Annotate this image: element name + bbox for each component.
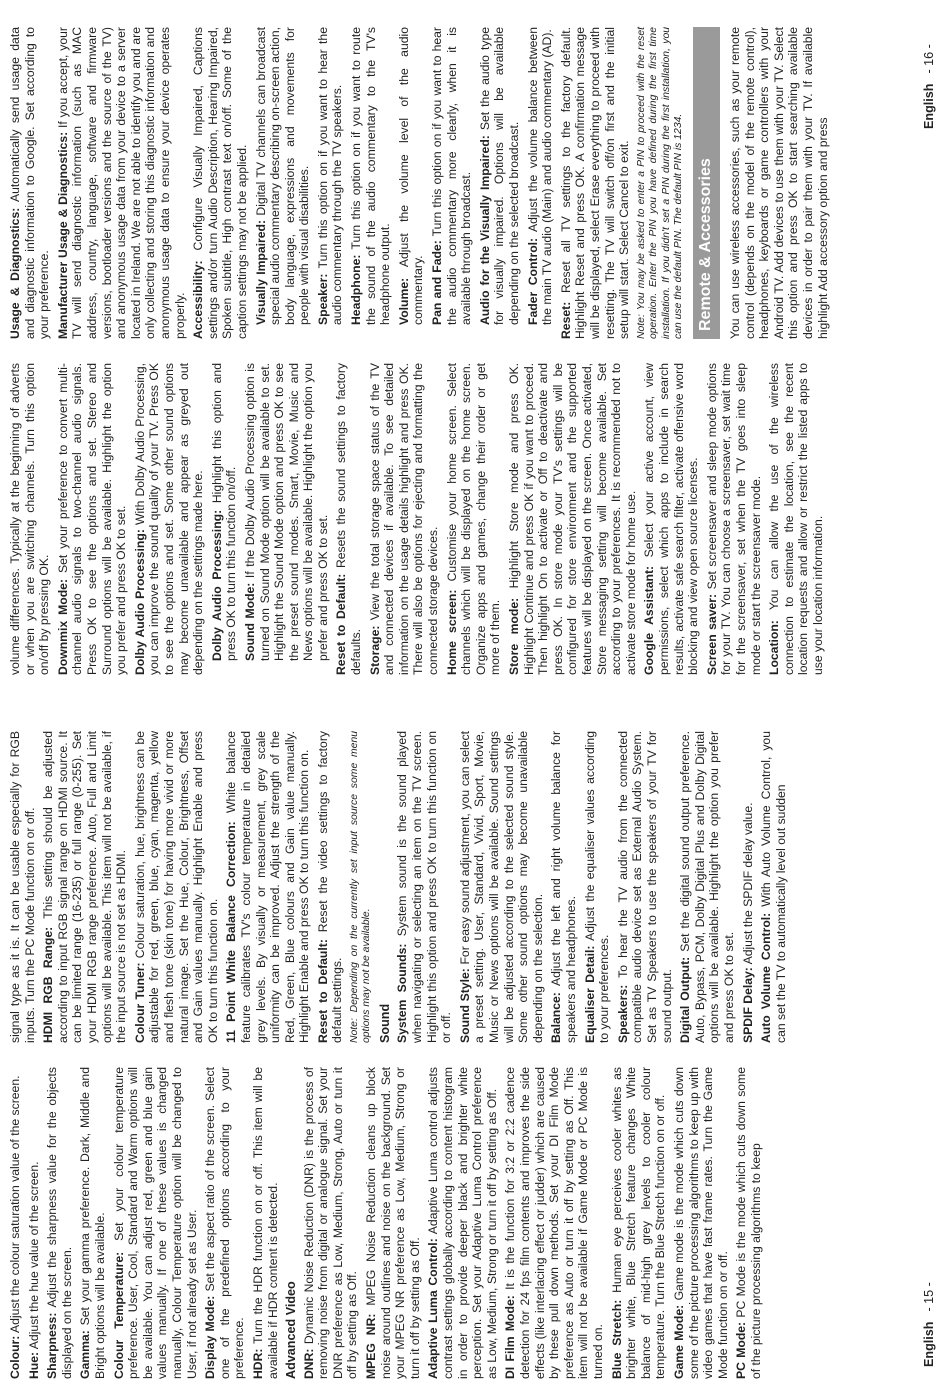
- setting-description: Human eye perceives cooler whites as brighter white, Blue Stretch feature changes White balance of mid-high grey levels to cooler colour temperature. Turn the Blue Stretch function on or off.: [609, 1067, 668, 1379]
- setting-paragraph: [368, 363, 441, 675]
- setting-term: Adaptive Luma Control:: [426, 1238, 441, 1379]
- setting-term: Colour:: [8, 1335, 22, 1379]
- page-15-column-2: [8, 731, 792, 1043]
- note-paragraph: Note: You may be asked to enter a PIN to proceed with the reset operation. Enter the PIN you have defined during the first time installation. If you didn't set a PIN during the first installation, you can use the default PIN. The default PIN is 1234.: [635, 27, 684, 339]
- setting-paragraph: [734, 1067, 763, 1379]
- setting-paragraph: [642, 363, 700, 675]
- setting-term: Fader Control:: [525, 237, 540, 325]
- section-heading: Sound: [377, 1003, 392, 1043]
- setting-description: If you accept, your TV will send diagnostic information (such as MAC address, country, language, software and firmware versions, bootloader versions and the source of the TV) and anonymous usage data from your device to a server located in Ireland. We are not able to identify you and are only collecting and storing this diagnostic information and anonymous usage data to ensure your device operates properly.: [55, 27, 187, 339]
- setting-term: Display Mode:: [203, 1295, 218, 1379]
- page-16-footer: [922, 44, 936, 129]
- setting-term: Sound Mode:: [242, 582, 257, 661]
- setting-paragraph: [112, 1067, 200, 1379]
- setting-paragraph: [549, 731, 578, 1043]
- setting-description: Adjust the equaliser values according to your preferences.: [582, 731, 612, 1043]
- setting-term: Downmix Mode:: [55, 578, 70, 675]
- setting-paragraph: [133, 731, 221, 1043]
- setting-description: You can use wireless accessories, such as your remote control (depends on the model of the remote control), headphones, keyboards or game controllers with your Android TV. Add devices to use them with your TV. Select this option and press OK to start searching available devices in order to pair them with your TV. If available highlight Add accessory option and press: [727, 27, 830, 339]
- setting-paragraph: [349, 27, 393, 339]
- page-16: [0, 0, 950, 689]
- setting-description: Adjust the hue value of the screen.: [26, 1161, 41, 1352]
- setting-description: If the Dolby Audio Processing option is turned on Sound Mode option will be available to set. Highlight the Sound Mode option and press OK to see the preset sound modes. Smart, Movie, Music and News options will be available. Highlight the option you prefer and press OK to set.: [242, 362, 330, 661]
- setting-term: Manufacturer Usage & Diagnostics:: [55, 131, 70, 339]
- setting-paragraph: [316, 731, 345, 1043]
- setting-description: Set your preference to convert multi-channel audio signals to two-channel audio signals. Press OK to see the options and set. Stereo and Surround options will be available. Highlight the option you prefer and press OK to set.: [55, 363, 129, 675]
- setting-description: White balance feature calibrates TV's colour temperature in detailed grey levels. By visually or measurement, grey scale uniformity can be improved. Adjust the strength of the Red, Green, Blue colours and Gain value manually. Highlight Enable and press OK to turn this function on.: [224, 731, 312, 1043]
- setting-paragraph: [203, 1067, 247, 1379]
- setting-term: Usage & Diagnostics:: [8, 207, 22, 339]
- page-16-column-1: [8, 363, 829, 675]
- setting-term: HDMI RGB Range:: [41, 926, 56, 1043]
- setting-paragraph: [430, 27, 474, 339]
- setting-description: Select your active account, view permissions, select which apps to include in search results, activate safe search filter, activate offensive word blocking and view open source licenses.: [642, 363, 701, 675]
- setting-paragraph: [526, 27, 555, 339]
- setting-paragraph: [678, 731, 736, 1043]
- setting-term: Speaker:: [315, 273, 330, 325]
- setting-term: Dolby Audio Processing:: [209, 509, 224, 661]
- section-banner: Remote & Accessories: [693, 27, 720, 339]
- setting-term: Digital Output:: [678, 956, 693, 1043]
- setting-description: Colour saturation, hue, brightness can be adjustable for red, green, blue, cyan, magenta, yellow and flesh tone (skin tone) for having more vivid or more natural image. Set the Hue, Colour, Brightness, Offset and Gain values manually. Highlight Enable and press OK to turn this function on.: [132, 731, 220, 1043]
- setting-description: Set the audio type for visually impaired. Options will be available depending on the selected broadcast.: [477, 27, 521, 325]
- setting-description: Highlight this option and press OK to turn this function on/off.: [209, 363, 239, 661]
- setting-term: Colour Tuner:: [132, 962, 147, 1043]
- setting-paragraph: [210, 363, 239, 675]
- setting-paragraph: [728, 27, 830, 339]
- setting-term: DNR:: [301, 1348, 316, 1379]
- setting-paragraph: [672, 1067, 730, 1379]
- setting-paragraph: [224, 731, 312, 1043]
- setting-term: Accessibility:: [191, 260, 206, 339]
- setting-paragraph: [251, 1067, 280, 1379]
- setting-description: Game mode is the mode which cuts down some of the picture processing algorithms to keep up with video games that have fast frame rates. Turn the Game Mode function on or off.: [671, 1066, 730, 1379]
- setting-paragraph: [364, 1067, 422, 1379]
- setting-term: Reset:: [558, 301, 573, 339]
- setting-paragraph: [8, 27, 52, 339]
- setting-term: Colour Temperature:: [111, 1251, 126, 1379]
- setting-description: With Dolby Audio Processing, you can improve the sound quality of your TV. Press OK to see the options and set. Some other sound options may become unavailable and appear as greyed out depending on the settings made here.: [132, 363, 206, 675]
- setting-description: Reset the video settings to factory default settings.: [315, 731, 345, 1043]
- page-number: - 16 -: [922, 44, 936, 74]
- setting-description: Reset all TV settings to the factory default. Highlight Reset and press OK. A confirmation message will be displayed, select Erase everything to proceed with resetting. The TV will switch off/on first and the initial setup will start. Select Cancel to exit.: [558, 27, 632, 339]
- setting-paragraph: [27, 1067, 42, 1379]
- setting-description: Automatically send usage data and diagnostic information to Google. Set according to your preference.: [8, 27, 52, 339]
- setting-paragraph: [507, 363, 638, 675]
- setting-paragraph: [133, 363, 206, 675]
- setting-description: Resets the sound settings to factory defaults.: [334, 363, 364, 675]
- setting-paragraph: [56, 27, 187, 339]
- setting-description: Customise your home screen. Select channels which will be displayed on the home screen. Organize apps and games, change their order or get more of them.: [444, 363, 503, 675]
- setting-description: With Auto Volume Control, you can set the TV to automatically level out sudden: [759, 731, 788, 1043]
- setting-description: It is the function for 3:2 or 2:2 cadence detection for 24 fps film contents and improves the side effects (like interlacing effect or judder) which are caused by these pull down methods. Set your DI Film Mode preference as Auto or turn it off by setting as Off. This item will not be available if Game Mode or PC Mode is turned on.: [503, 1067, 605, 1379]
- page-number: - 15 -: [922, 1282, 936, 1312]
- setting-term: Game Mode:: [671, 1304, 686, 1379]
- setting-term: SPDIF Delay:: [740, 967, 755, 1043]
- setting-description: MPEG Noise Reduction cleans up block noise around outlines and noise on the background. Set your MPEG NR preference as Low, Medium, Strong or turn it off by setting as Off.: [364, 1066, 422, 1379]
- setting-paragraph: [583, 731, 612, 1043]
- setting-paragraph: [426, 1067, 499, 1379]
- setting-description: Set screensaver and sleep mode options for your TV. You can choose a screensaver, set wait time for the screensaver, set when the TV goes into sleep mode or start the screensaver mode.: [704, 362, 763, 675]
- setting-description: Adjust the volume level of the audio commentary.: [396, 27, 426, 325]
- setting-term: Gamma:: [78, 1330, 93, 1379]
- setting-term: Reset to Default:: [334, 573, 349, 675]
- setting-paragraph: [478, 27, 522, 339]
- page-15-footer: [922, 1282, 936, 1367]
- setting-description: Set the digital sound output preference. Auto, Bypass, PCM, Dolby Digital Plus and Dolby Digital options will be available. Highlight the option you prefer and press OK to set.: [678, 730, 736, 1043]
- page-16-column-2: [8, 27, 834, 339]
- setting-term: Dolby Audio Processing:: [132, 529, 147, 675]
- setting-paragraph: [759, 731, 788, 1043]
- setting-paragraph: [254, 27, 312, 339]
- setting-term: 11 Point White Balance Correction:: [224, 821, 239, 1043]
- setting-paragraph: [316, 27, 345, 339]
- setting-description: Adjust the sharpness value for the objects displayed on the screen.: [45, 1067, 74, 1379]
- setting-description: Turn this option on if you want to hear the audio commentary through the TV speakers.: [315, 27, 345, 325]
- setting-paragraph: [397, 27, 426, 339]
- setting-description: Set your colour temperature preference. User, Cool, Standard and Warm options will be available. You can adjust red, green and blue gain values manually. If one of these values is changed manually, Colour Temperature option will be changed to User, if not already set as User.: [111, 1067, 199, 1379]
- setting-paragraph: [610, 1067, 668, 1379]
- setting-description: Turn this option on if you want to route the sound of the audio commentary to the TV's headphone output.: [349, 27, 393, 325]
- setting-term: Sharpness:: [45, 1312, 60, 1379]
- setting-term: Equaliser Detail:: [582, 945, 597, 1043]
- setting-description: PC Mode is the mode which cuts down some of the picture processing algorithms to keep: [734, 1067, 763, 1379]
- setting-term: Headphone:: [349, 254, 364, 325]
- setting-term: Reset to Default:: [315, 939, 330, 1043]
- setting-paragraph: [503, 1067, 605, 1379]
- setting-description: To hear the TV audio from the connected compatible audio device set as External Audio System. Set as TV Speakers to use the speakers of your TV for sound output.: [615, 731, 674, 1043]
- setting-description: Set your gamma preference. Dark, Middle and Bright options will be available.: [78, 1067, 107, 1379]
- setting-description: This setting should be adjusted according to input RGB signal range on HDMI source. It can be limited range (16-235) or full range (0-255). Set your HDMI RGB range preference. Auto, Full and Limit options will be available. This item will not be available, if the input source is not set as HDMI.: [41, 731, 129, 1043]
- setting-description: Digital TV channels can broadcast special audio commentary describing on-screen action, body language, expressions and movements for people with visual disabilities.: [253, 26, 312, 325]
- setting-term: Balance:: [549, 992, 564, 1043]
- setting-term: Volume:: [396, 277, 411, 325]
- setting-term: Store mode:: [507, 597, 521, 675]
- setting-term: Sound Style:: [457, 968, 472, 1043]
- footer-language: English: [922, 1321, 936, 1367]
- setting-paragraph: [705, 363, 763, 675]
- setting-description: Adaptive Luma control adjusts contrast settings globally according to content histogram in order to provide deeper black and brighter white perception. Set your Adaptive Luma Control preference as Low, Medium, Strong or turn it off by setting as Off.: [426, 1067, 499, 1379]
- section-heading: Advanced Video: [284, 1281, 299, 1379]
- setting-term: Visually Impaired:: [253, 219, 268, 325]
- setting-term: Screen saver:: [704, 593, 719, 675]
- setting-paragraph: [395, 731, 453, 1043]
- setting-term: Storage:: [367, 625, 382, 675]
- setting-description: Adjust the colour saturation value of the screen.: [8, 1075, 22, 1336]
- setting-paragraph: [243, 363, 331, 675]
- note-paragraph: Note: Depending on the currently set input source some menu options may not be available.: [349, 731, 373, 1043]
- setting-paragraph: [458, 731, 546, 1043]
- setting-paragraph: [41, 731, 129, 1043]
- setting-paragraph: [56, 363, 129, 675]
- setting-paragraph: [559, 27, 632, 339]
- setting-term: Hue:: [26, 1351, 41, 1379]
- setting-term: Audio for the Visually Impaired:: [477, 135, 492, 325]
- setting-term: Home screen:: [444, 589, 459, 675]
- setting-description: View the total storage space status of the TV and connected devices if available. To see detailed information on the usage details highlight and press OK. There will also be options for ejecting and formatting the connected storage devices.: [367, 363, 441, 675]
- setting-term: DI Film Mode:: [503, 1295, 518, 1379]
- setting-term: Auto Volume Control:: [759, 912, 774, 1043]
- setting-description: Configure Visually Impaired, Captions settings and/or turn Audio Description, Hearing Impaired, Spoken subtitle, High contrast text on/off. Some of the caption settings may not be applied.: [191, 27, 249, 339]
- setting-term: HDR:: [250, 1348, 265, 1379]
- setting-description: Turn the HDR function on or off. This item will be available if HDR content is detected.: [250, 1067, 280, 1379]
- setting-description: Highlight Store mode and press OK. Highlight Continue and press OK if you want to proceed. Then highlight On to activate or Off to deactivate and press OK. In store mode your TV's settings will be configured for store environment and the supported features will be displayed on the screen. Once activated, Store messaging setting will become available. Set according to your preferences. It is recommended not to activate store mode for home use.: [507, 363, 638, 675]
- setting-paragraph: [191, 27, 249, 339]
- setting-term: Speakers:: [615, 984, 630, 1043]
- setting-description: signal type as it is. It can be usable especially for RGB inputs. Turn the PC Mode function on or off.: [8, 731, 37, 1043]
- setting-description: volume differences. Typically at the beginning of adverts or when you are switching channels. Turn this option on/off by pressing OK.: [8, 363, 52, 675]
- setting-term: PC Mode:: [734, 1321, 749, 1379]
- footer-language: English: [922, 83, 936, 129]
- setting-paragraph: [616, 731, 674, 1043]
- setting-paragraph: [78, 1067, 107, 1379]
- setting-term: System Sounds:: [395, 943, 410, 1043]
- setting-term: Location:: [767, 620, 782, 675]
- setting-paragraph: [8, 1067, 23, 1379]
- setting-description: Adjust the volume balance between the main TV audio (Main) and audio commentary (AD).: [525, 27, 555, 325]
- setting-description: Adjust the SPDIF delay value.: [740, 802, 755, 968]
- setting-term: MPEG NR:: [364, 1313, 379, 1379]
- setting-paragraph: [45, 1067, 74, 1379]
- setting-paragraph: [445, 363, 503, 675]
- setting-paragraph: [334, 363, 363, 675]
- page-15: [0, 689, 950, 1379]
- setting-term: Google Assistant:: [642, 565, 657, 675]
- setting-description: Turn this option on if you want to hear the audio commentary more clearly, when it is available through broadcast.: [430, 27, 474, 325]
- setting-paragraph: [767, 363, 825, 675]
- page-15-column-1: [8, 1067, 768, 1379]
- setting-description: You can allow the use of the wireless connection to estimate the location, see the recent location requests and allow or restrict the listed apps to use your location information.: [767, 363, 825, 675]
- setting-description: System sound is the sound played when navigating or selecting an item on the TV screen. Highlight this option and press OK to turn this function on or off.: [395, 731, 454, 1043]
- setting-paragraph: [302, 1067, 360, 1379]
- setting-description: Set the aspect ratio of the screen. Select one of the predefined options according to your preference.: [203, 1067, 247, 1379]
- setting-description: Adjust the left and right volume balance for speakers and headphones.: [549, 731, 578, 1043]
- setting-paragraph: [8, 731, 37, 1043]
- setting-term: Pan and Fade:: [430, 240, 445, 325]
- setting-paragraph: [8, 363, 52, 675]
- setting-term: Blue Stretch:: [609, 1299, 624, 1379]
- setting-description: For easy sound adjustment, you can select a preset setting. User, Standard, Vivid, Sport, Movie, Music or News options will be available. Sound settings will be adjusted according to the selected sound style. Some other sound options may become unavailable depending on the selection.: [457, 730, 545, 1043]
- setting-paragraph: [741, 731, 756, 1043]
- setting-description: Dynamic Noise Reduction (DNR) is the process of removing noise from digital or analogue signal. Set your DNR preference as Low, Medium, Strong, Auto or turn it off by setting as Off.: [301, 1067, 360, 1379]
